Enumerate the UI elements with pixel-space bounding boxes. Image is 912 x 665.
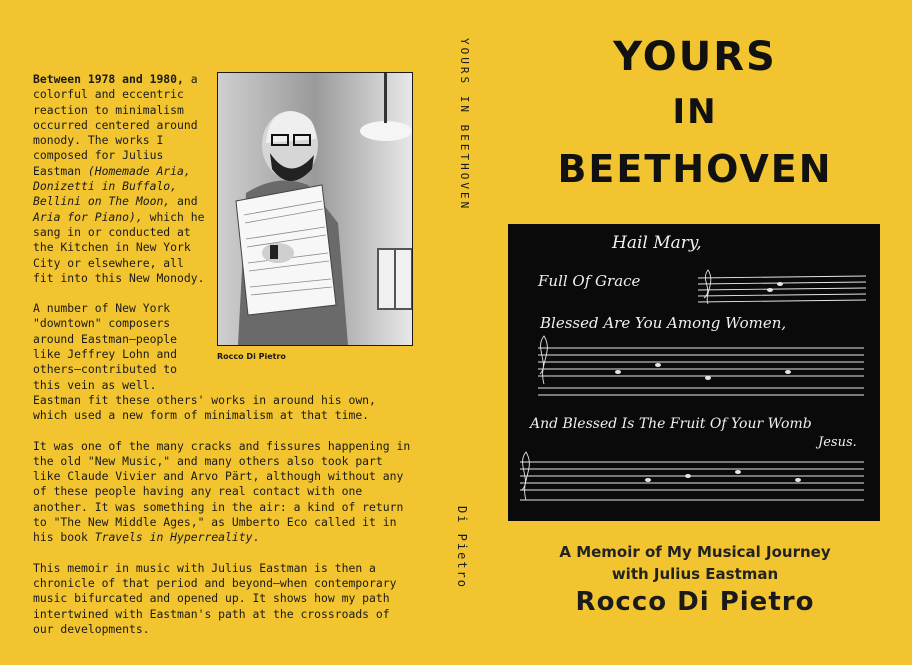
back-p3-book-title: Travels in Hyperreality [94, 530, 253, 545]
score-lyric-2: Full Of Grace [538, 272, 641, 290]
back-paragraph-4: This memoir in music with Julius Eastman is then a chronicle of that period and beyond—when contemporary music bifurcated and opened up. It shows how my path intertwined with Eastman's path at the crossroads of our developments. [33, 560, 397, 636]
author-photo-image [218, 73, 412, 345]
front-title [510, 30, 880, 198]
score-lyric-5: Jesus. [818, 435, 857, 450]
front-title-line1: YOURS [613, 34, 777, 80]
back-p1-italic: (Homemade Aria, Donizetti in Buffalo, Bellini on The Moon, [33, 163, 191, 209]
spine-author: Di Pietro [455, 506, 469, 590]
front-title-line2: IN [672, 92, 718, 132]
back-p3-text-a: It was one of the many cracks and fissures happening in the old "New Music," and many others also took part like Claude Vivier and Arvo Pärt, although without any of these people having any real contact with one another. It was something in the air: a kind of return to "The New Middle Ages," as Umberto Eco called it in his book [33, 438, 411, 545]
back-cover-text [33, 72, 413, 652]
front-subtitle-line2: with Julius Eastman [611, 565, 779, 583]
author-photo-block [217, 72, 413, 364]
front-title-line3: BEETHOVEN [557, 147, 833, 191]
back-p3-text-b: . [252, 530, 260, 545]
front-author: Rocco Di Pietro [575, 587, 815, 617]
back-p1-text-b: which he sang in or conducted at the Kitchen in New York City or elsewhere, all fit into this New Monody. [33, 209, 205, 285]
back-paragraph-2: A number of New York "downtown" composers around Eastman—people like Jeffrey Lohn and others—contributed to this vein as well. Eastman fit these others' works in around his own, which used a new form of minimalism at that time. [33, 301, 376, 423]
handwritten-score [508, 224, 880, 521]
score-lyric-3: Blessed Are You Among Women, [540, 314, 787, 332]
score-lyric-4: And Blessed Is The Fruit Of Your Womb [530, 416, 812, 432]
score-lyric-1: Hail Mary, [612, 233, 702, 253]
front-subtitle [510, 541, 880, 585]
back-p1-italic2: Aria for Piano), [33, 209, 143, 224]
back-p1-and: and [170, 194, 198, 209]
front-subtitle-line1: A Memoir of My Musical Journey [559, 543, 831, 561]
back-paragraph-3 [33, 439, 413, 546]
back-p1-text-a: a colorful and eccentric reaction to minimalism occurred centered around monody. The works I composed for Julius Eastman [33, 72, 198, 178]
spine-title: YOURS IN BEETHOVEN [458, 38, 471, 212]
author-photo [217, 72, 413, 346]
back-p1-lead: Between 1978 and 1980, [33, 72, 184, 86]
score-image [508, 224, 880, 521]
photo-caption: Rocco Di Pietro [217, 352, 286, 361]
